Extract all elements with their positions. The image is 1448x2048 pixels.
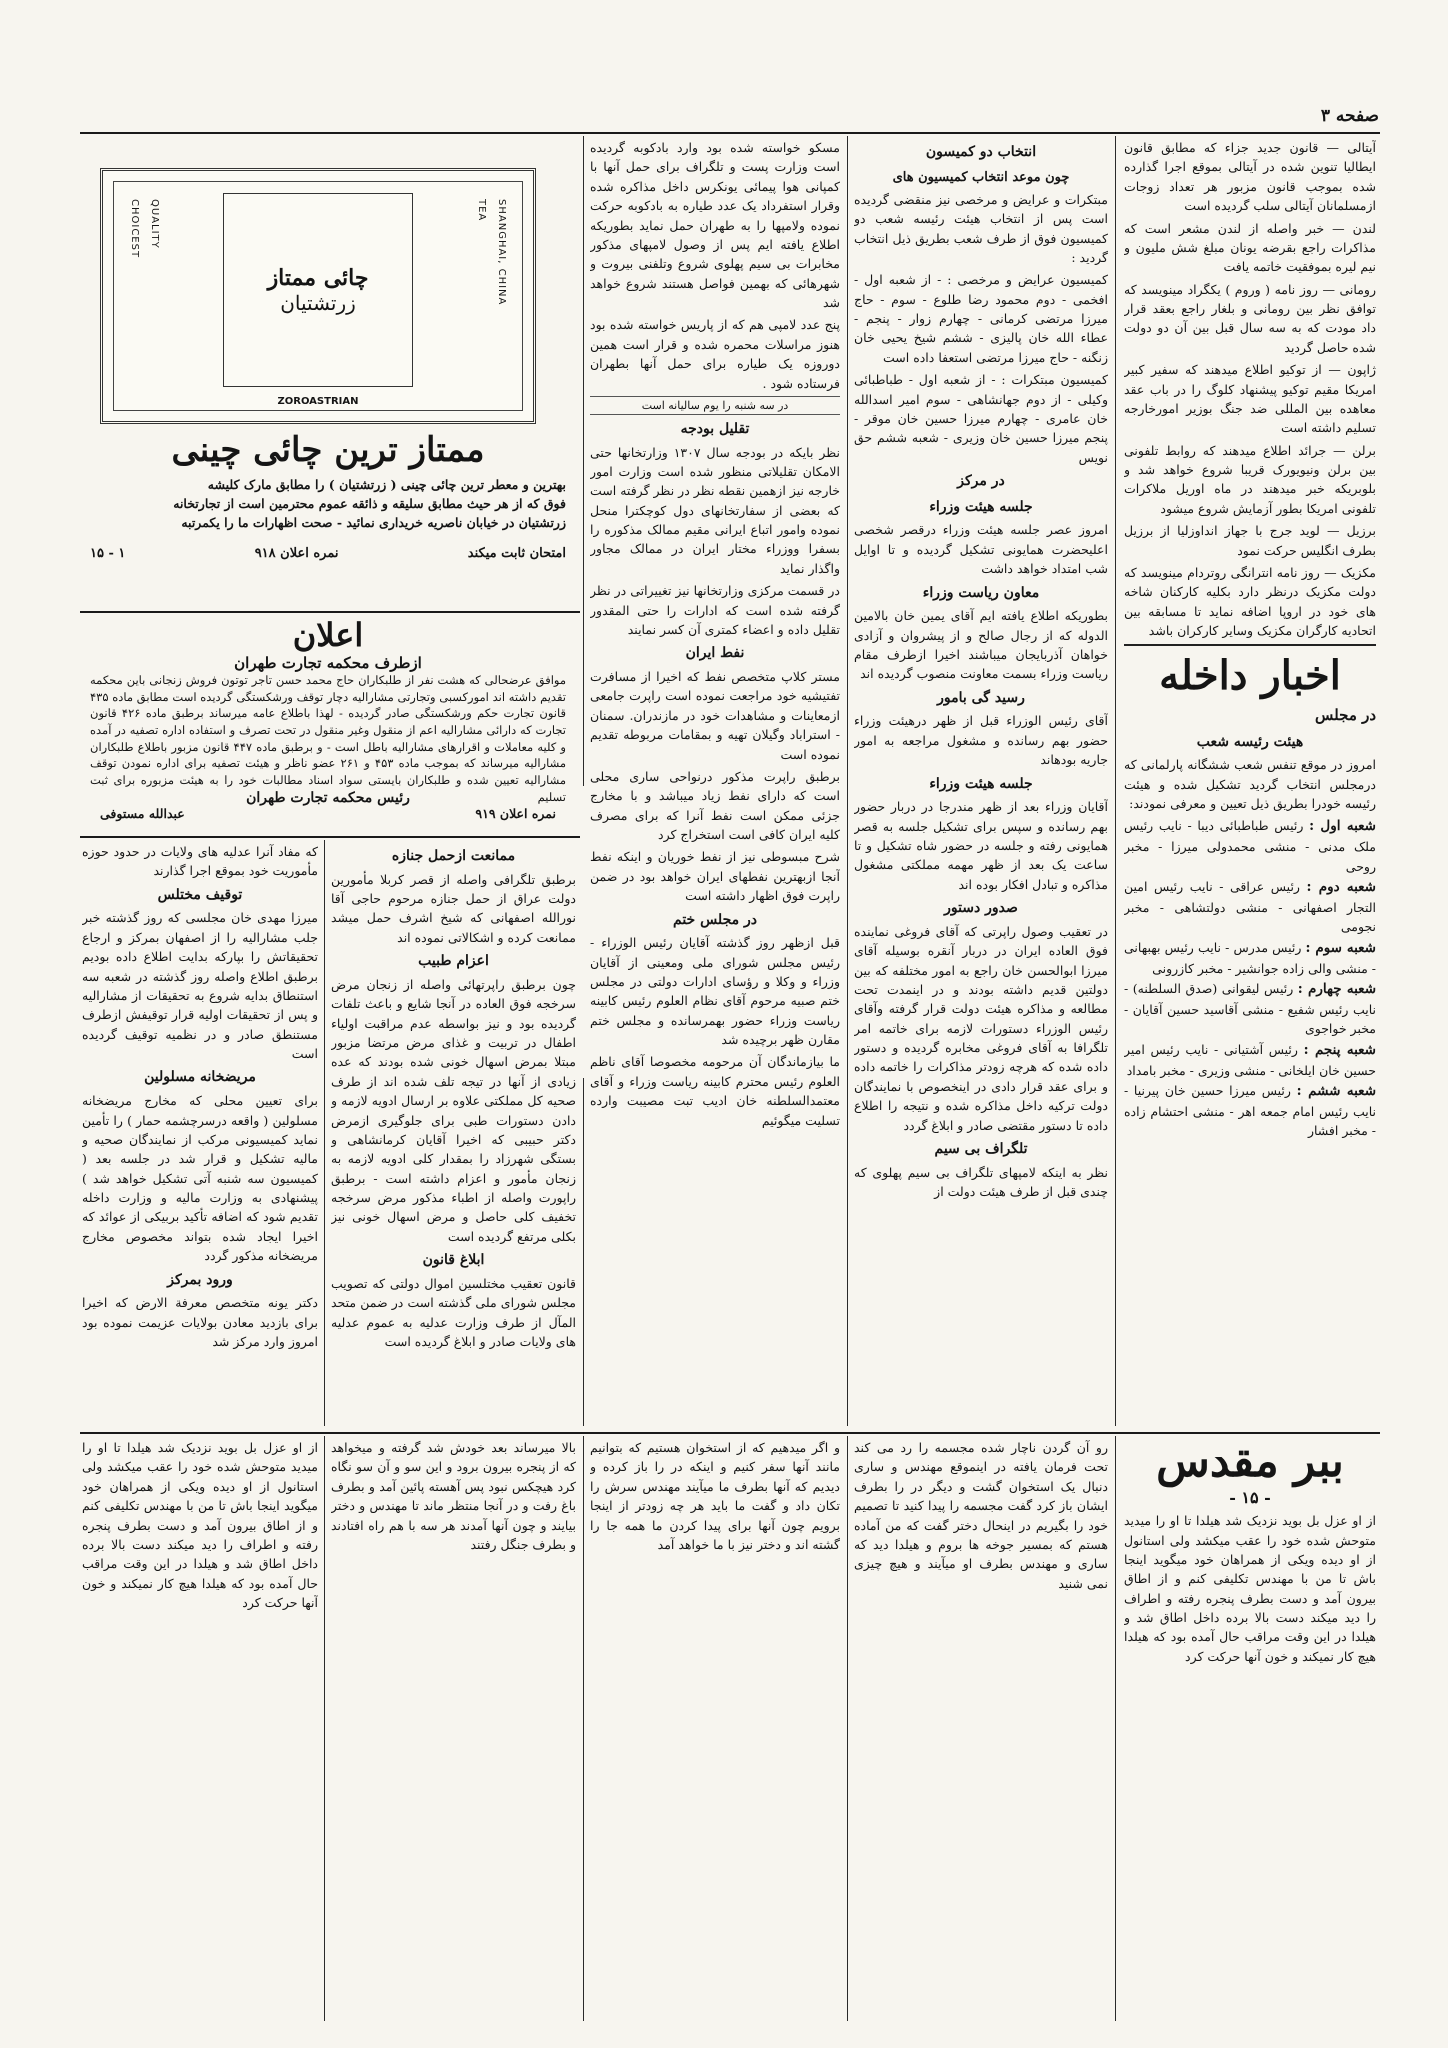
headline: توقیف مختلس <box>157 886 243 903</box>
column-divider <box>324 1436 326 2021</box>
news-brazil: برزیل — لوید جرج با جهاز انداوزلیا از برزیل بطرف انگلیس حرکت نمود <box>1124 523 1376 558</box>
section-name: شعبه دوم : <box>1306 879 1376 896</box>
column-divider <box>847 136 849 1426</box>
serial-column-4 <box>331 1438 576 2018</box>
paragraph: از او عزل بل بوید نزدیک شد هیلدا تا او را میدید متوحش شده خود را عقب میکشد ولی استانول از او دیده ویکی از همراهان خود میگوید اینجا باش تا من با مهندس تکلیفی کنم و از اطاق بیرون آمد و دست بطرف پنجره رفته و اطراف را دید میکند دست بالا برده داخل اطاق شد و هیلدا در این وقت مراقب حال آمده بود که هیلدا هیچ کار نمیکند و خون آنها حرکت کرد <box>82 1440 318 1610</box>
section-entry <box>1124 938 1376 978</box>
ad-title: ممتاز ترین چائی چینی <box>171 430 485 470</box>
tea-advertisement <box>80 138 576 608</box>
section-rule <box>1124 644 1376 646</box>
column-divider <box>1115 1436 1117 2021</box>
ad-footer <box>80 542 576 561</box>
news-italy: آیتالی — قانون جدید جزاء که مطابق قانون ایطالیا تنوین شده در آیتالی بموقع اجرا گذارده شده بموجب قانون مزبور هر تعداد زوجات ازمسلمانان آیتالی سلب گردیده است <box>1124 140 1376 214</box>
paragraph: بالا میرساند بعد خودش شد گرفته و میخواهد که از پنجره بیرون برود و این سو و آن سو نگاه کرد هیچکس نبود پس آهسته پائین آمد و بطرف باغ رفت و در آنجا منتظر ماند تا مهندس و دختر بیایند و چون آنها آمدند هر سه با هم راه افتادند و بطرف جنگل رفتند <box>331 1440 576 1552</box>
news-mexico: مکزیک — روز نامه انترانگی روتردام مینویسد که دولت مکزیک درنظر دارد بکلیه کارکنان شاخه های خود در اروپا اضافه نماید تا مسابقه بین اتحادیه کارگران مکزیک وسایر کارکران باشد <box>1124 564 1376 638</box>
paragraph: چون برطبق راپرتهائی واصله از زنجان مرض سرخجه فوق العاده در آنجا شایع و باعث تلفات گردیده بود و نیز بواسطه عدم مراقبت اولیاء اطفال در تربیت و غذای مرض مرتضا مزبور مبتلا بمرض اسهال خونی شده بودند که عده زیادی از آنها در تیجه تلف شده اند از طرف صحیه کل مملکتی علاوه بر ارسال ادویه لازمه و دادن دستورات طبی برای جلوگیری ازمرض دکتر حبیبی که اخیرا آقایان کرمانشاهی و بستگی شهرزاد را بمقدار کلی ادویه لازمه به زنجان مأمور و اعزام داشته است - برطبق راپورت واصله از اطباء مذکور مرض سرخجه تخفیف کلی حاصل و مرض اسهال خونی نیز بکلی مرتفع گردیده است <box>331 976 576 1244</box>
paragraph: نظر بایکه در بودجه سال ۱۳۰۷ وزارتخانها حتی الامکان تقلیلاتی منظور شده است وزارت امور خارجه نیز ازهمین نقطه نظر در نظر گرفته است که بعضی از سفارتخانهای دول کوچکترا منحل نموده وامور اتباع ایرانی مقیم ممالک مذکوره را بسفرا ووزراء مختار ایران در ممالک مجاور واگذار نماید <box>590 444 840 576</box>
paragraph: کمیسیون مبتکرات : - از شعبه اول - طباطبائی وکیلی - از دوم جهانشاهی - سوم امیر اسدالله خان عامری - چهارم میرزا حسین خان موقر - پنجم میرزا حسین خان وزیری - شعبه ششم حق نویس <box>854 372 1108 465</box>
headline: جلسه هیئت وزراء <box>929 498 1033 515</box>
paragraph: مبتکرات و عرایض و مرخصی نیز منقضی گردیده است پس از انتخاب هیئت رئیسه شعب دو کمیسیون فوق از طرف شعب بطریق ذیل انتخاب گردید : <box>854 191 1108 265</box>
notice-court: ازطرف محکمه تجارت طهران <box>234 654 422 672</box>
page-number: صفحه ۳ <box>1320 106 1379 126</box>
serial-column-5 <box>82 1438 318 2018</box>
notice-body: موافق عرضحالی که هشت نفر از طلبکاران حاج محمد حسن تاجر توتون فروش زنجانی باین محکمه تقدیم داشته اند امورکسبی وتجارتی مشارالیه دچار توقف ورشکستگی گردیده است مطابق ماده ۴۳۵ قانون تجارت حکم ورشکستگی صادر گردیده - لهذا باطلاع عامه میرساند برطبق ماده ۴۲۶ قانون تجارت که دارائی مشارالیه اعم از منقول وغیر منقول در تحت تصرف و استفاده اداره تصفیه در آمده و کلیه معاملات و اقرارهای مشارالیه باطل است - و برطبق ماده ۴۴۷ قانون مزبور باطلاع طلبکاران مشارالیه میرساند که بموجب ماده ۴۵۳ و ۲۶۱ عضو ناظر و هیئت تصفیه برای اداره نمودن توقف مشارالیه تعیین شده و طلبکاران بایستی سواد اسناد مطالبات خود را به هیئت مزبوره برای ثبت تسلیم <box>90 673 566 804</box>
label-text-left-1: CHOICEST <box>129 199 140 259</box>
notice-bottom-rule <box>80 836 580 838</box>
paragraph: مسکو خواسته شده بود وارد بادکوبه گردیده است وزارت پست و تلگراف برای حمل آنها با کمپانی هوا پیمائی یونکرس داخل مذاکره شده وقرار استفرداد یک عدد طیاره به بادکوبه حرکت نموده ولامپها را به طهران حمل نماید بطوریکه اطلاع یافته ایم پس از وصول لامپهای مذکور مخابرات بی سیم پهلوی شروع وتلفنی بیروت و شهرهائی که بهمین فواصل هستند شروع خواهد شد <box>590 140 840 310</box>
ad-footer-line: امتحان ثابت میکند <box>467 546 566 561</box>
headline: معاون ریاست وزراء <box>922 584 1040 601</box>
section-name: شعبه پنجم : <box>1303 1041 1376 1058</box>
paragraph: قانون تعقیب مختلسین اموال دولتی که تصویب مجلس شورای ملی گذشته است در ضمن متحد المآل از طرف وزارت عدلیه به عموم عدلیه های ولایات صادر و ابلاغ گردیده است <box>331 1275 576 1349</box>
section-entry <box>1124 1081 1376 1141</box>
section-name: شعبه چهارم : <box>1297 981 1376 998</box>
paragraph: برطبق تلگرافی واصله از قصر کربلا مأمورین دولت عراق از حمل جنازه مرحوم حاجی آقا نورالله اصفهانی که شیخ اشرف حمل میشد ممانعت کرده و اشکالاتی نموده اند <box>331 871 576 945</box>
paragraph: و اگر میدهیم که از استخوان هستیم که بتوانیم مانند آنها سفر کنیم و اینکه در را باز کرده و دیدیم که آنها بطرف ما میآیند مهندس سرش را تکان داد و گفت ما باید هر چه زودتر از اینجا برویم چون آنها برای پیدا کردن ما همه جا را گشته اند و دختر نیز با ما خواهد آمد <box>590 1440 840 1552</box>
ad-dates: ۱ - ۱۵ <box>90 546 126 561</box>
paragraph: ما بیازماندگان آن مرحومه مخصوصا آقای ناظم العلوم رئیس محترم کابینه ریاست وزراء و آقای معتمدالسلطنه خان ادیب تبت مصیبت وارده تسلیت میگوئیم <box>590 1054 840 1128</box>
paragraph: که مفاد آنرا عدلیه های ولایات در حدود حوزه مأموریت خود بموقع اجرا گذارند <box>82 844 318 879</box>
paragraph: دکتر یونه متخصص معرفة الارض که اخیرا برای بازدید معادن بولایات عزیمت نموده بود امروز وارد مرکز شد <box>82 1295 318 1349</box>
ad-body <box>80 476 576 532</box>
domestic-news-title: اخبار داخله <box>1159 652 1341 700</box>
section-name: شعبه اول : <box>1309 818 1376 835</box>
paragraph: برطبق راپرت مذکور درنواحی ساری محلی است که دارای نفط زیاد میباشد و با مخارج جزئی ممکن است نفط آنرا که برای مصرف کلیه ایران کافی است استخراج کرد <box>590 768 840 843</box>
serial-title: ببر مقدس <box>1156 1438 1344 1487</box>
serial-number: - ۱۵ - <box>1229 1488 1271 1508</box>
paragraph: قبل ازظهر روز گذشته آقایان رئیس الوزراء - رئیس مجلس شورای ملی ومعینی از آقایان وزراء و وکلا و رؤسای ادارات دولتی در مجلس ختم صبیه مرحوم آقای نظام العلوم رئیس کابینه ریاست وزراء حضور بهمرسانده و مجلس ختم مقارن ظهر برچیده شد <box>590 935 840 1048</box>
notice-signer: عبدالله مستوفی <box>100 806 185 821</box>
headline: ورود بمرکز <box>167 1271 233 1288</box>
notice-signature <box>80 790 576 821</box>
ad-line: بهترین و معطر ترین چائی چینی ( زرتشتیان ) را مطابق مارک کلیشه <box>207 477 566 492</box>
section-name: شعبه سوم : <box>1305 939 1376 956</box>
section-text: رئیس لیقوانی (صدق السلطنه) - نایب رئیس شفیع - منشی آقاسید حسین آقایان - مخبر خواجوی <box>1124 981 1376 1037</box>
column-divider <box>1115 136 1117 1426</box>
section-entry <box>1124 1040 1376 1080</box>
section-text: رئیس مدرس - نایب رئیس بهبهانی - منشی والی زاده جوانشیر - مخبر کازرونی <box>1124 939 1376 976</box>
paragraph: آقایان وزراء بعد از ظهر مندرجا در دربار حضور بهم رسانده و سپس برای تشکیل جلسه به قصر همایونی رفته و جلسه در حضور شاه تشکیل و تا ساعت یک بعد از ظهر مهمه مملکتی مشغول مذاکره و تبادل افکار بوده اند <box>854 799 1108 892</box>
news-berlin: برلن — جرائد اطلاع میدهند که روابط تلفونی بین برلن ونیویورک قریبا شروع خواهد شد و بلوبریکه خبر میدهند در ماه اوریل ملاکرات تلفونی امریکا بطور آزمایش شروع میشود <box>1124 442 1376 516</box>
column-divider <box>324 840 326 1426</box>
paragraph: در قسمت مرکزی وزارتخانها نیز تغییراتی در نظر گرفته شده است که ادارات را حتی المقدور تقلیل داده و اعضاء کمتری آن کسر نمایند <box>590 583 840 637</box>
notice-sign-row <box>80 806 576 821</box>
section-text: رئیس آشتیانی - نایب رئیس امیر حسین خان ایلخانی - منشی وزیری - مخبر بامداد <box>1124 1041 1376 1078</box>
label-text-left-2: QUALITY <box>149 199 160 249</box>
ad-bottom-rule <box>80 611 580 613</box>
paragraph: برای تعیین محلی که مخارج مریضخانه مسلولین ( واقعه درسرچشمه حمار ) را تأمین نماید کمیسیونی مرکب از نمایندگان صحیه و مالیه تشکیل و قرار شد در جلسه بعد ( کمیسیون سه شنبه آتی تشکیل خواهد شد ) پیشنهادی به وزارت مالیه و وزارت داخله تقدیم شود که اضافه تأکید بربیکی از عوائد که اخیرا ایجاد شده بتواند مخصوص مخارج مریضخانه مذکور گردد <box>82 1093 318 1264</box>
paragraph: مستر کلاپ متخصص نفط که اخیرا از مسافرت تفتیشیه خود مراجعت نموده است راپرت جامعی ازمعاینات و مشاهدات خود در مازندران. سمنان - استراباد وگیلان تهیه و بمقامات مربوطه تقدیم نموده است <box>590 669 840 762</box>
column-arrest <box>82 842 318 1426</box>
paragraph: آقای رئیس الوزراء قبل از ظهر درهیئت وزراء حضور بهم رسانده و مشغول مراجعه به امور جاریه بودهاند <box>854 713 1108 768</box>
news-romania: رومانی — روز نامه ( وروم ) یکگراد مینویسد که توافق نظر بین رومانی و بلغار راجع بعقد قرار داد مودت که به سه سال قبل بین آن دو دولت شده حاصل گردید <box>1124 281 1376 355</box>
label-brand: ZOROASTRIAN <box>277 396 359 407</box>
paragraph: امروز عصر جلسه هیئت وزراء درقصر شخصی اعلیحضرت همایونی تشکیل گردیده و تا اوایل شب امتداد خواهد داشت <box>854 522 1108 577</box>
serial-column-2 <box>854 1438 1108 2018</box>
ad-line: فوق که از هر حیث مطابق سلیقه و ذائقه عموم محترمین است از تجارتخانه <box>173 495 566 511</box>
section-text: رئیس میرزا حسین خان پیرنیا - نایب رئیس امام جمعه اهر - منشی احتشام زاده - مخبر افشار <box>1124 1083 1376 1139</box>
board-text: امروز در موقع تنفس شعب ششگانه پارلمانی که درمجلس انتخاب گردید تشکیل شده و هیئت رئیسه خودرا بطریق ذیل تعیین و معرفی نمودند: <box>1124 757 1376 812</box>
serial-column-3 <box>590 1438 840 2018</box>
section-entry <box>1124 816 1376 876</box>
column-government <box>590 138 840 1426</box>
majlis-heading: در مجلس <box>1315 706 1376 725</box>
section-text: رئیس طباطبائی دیبا - نایب رئیس ملک مدنی - منشی محمدولی میرزا - مخبر روحی <box>1124 818 1376 874</box>
paragraph: نظر به اینکه لامپهای تلگراف بی سیم پهلوی که چندی قبل از طرف هیئت دولت از <box>854 1164 1108 1200</box>
headline: تقلیل بودجه <box>680 420 750 437</box>
headline: مریضخانه مسلولین <box>144 1069 256 1086</box>
board-heading: هیئت رئیسه شعب <box>1196 733 1304 750</box>
headline: ابلاغ قانون <box>422 1252 485 1269</box>
headline: رسید گی بامور <box>937 689 1025 706</box>
label-text-right-1: SHANGHAI, CHINA <box>496 199 507 306</box>
notice-title: اعلان <box>292 616 364 654</box>
column-divider <box>847 1436 849 2021</box>
paragraph: پنج عدد لامپی هم که از پاریس خواسته شده بود هنوز مراسلات محمره شده و قرار است همین دوروزه یک طیاره برای حمل آنها بطهران فرستاده شود . <box>590 317 840 391</box>
notice-sign: رئیس محکمه تجارت طهران <box>246 790 410 806</box>
column-funeral <box>331 842 576 1426</box>
paragraph: شرح مبسوطی نیز از نفط خوریان و اینکه نفط آنجا ازبهترین نفطهای ایران خواهد بود در ضمن راپرت فوق اظهار داشته است <box>590 849 840 904</box>
section-text: رئیس عراقی - نایب رئیس امین التجار اصفهانی - منشی دولتشاهی - مخبر نجومی <box>1124 879 1376 935</box>
column-domestic <box>854 138 1108 1426</box>
header-rule <box>80 132 1380 134</box>
column-divider <box>583 1078 585 1426</box>
label-persian-1: چائی ممتاز <box>267 265 369 291</box>
paragraph: رو آن گردن ناچار شده مجسمه را رد می کند تحت فرمان یافته در اینموقع مهندس و ساری دنبال یک استخوان گشت و دیگر در را بطرف ایشان باز کرد گفت مجسمه را پیدا کنید تا تصمیم خود را بگیریم در اینحال دختر گفت که من آماده هستم که بمسیر جوخه ها بروم و هیلدا دید که ساری و مهندس بطرف او میآیند و هیچ چیزی نمی شنید <box>854 1440 1108 1591</box>
label-center <box>223 193 413 387</box>
tea-label-image <box>100 168 536 424</box>
news-london: لندن — خبر واصله از لندن مشعر است که مذاکرات راجع بقرضه یونان مبلغ شش ملیون و نیم لیره بموفقیت خاتمه یافت <box>1124 220 1376 275</box>
paragraph: از او عزل بل بوید نزدیک شد هیلدا تا او را میدید متوحش شده خود را عقب میکشد ولی استانول از او دیده ویکی از همراهان خود میگوید اینجا باش تا من با مهندس تکلیفی کنم و از اطاق بیرون آمد و دست بطرف پنجره رفته و اطراف را دید میکند دست بالا برده داخل اطاق شد و هیلدا در این وقت مراقب حال آمده بود که هیلدا هیچ کار نمیکند و خون آنها حرکت کرد <box>1124 1513 1376 1664</box>
subheadline: چون موعد انتخاب کمیسیون های <box>892 169 1070 185</box>
news-japan: ژاپون — از توکیو اطلاع میدهند که سفیر کبیر امریکا مقیم توکیو پیشنهاد کلوگ را در باب عقد معاهده بین المللی ضد جنگ بوزیر امورخارجه تسلیم داشته است <box>1124 362 1376 436</box>
headline: نفط ایران <box>685 645 745 662</box>
ad-line: زرتشتیان در خیابان ناصریه خریداری نمائید - صحت اظهارات ما را یکمرتبه <box>181 514 566 530</box>
headline: صدور دستور <box>944 900 1018 917</box>
label-persian-2: زرتشتیان <box>280 291 356 315</box>
headline: انتخاب دو کمیسون <box>925 144 1037 160</box>
paragraph: بطوریکه اطلاع یافته ایم آقای یمین خان بالامین الدوله که از رجال صالح و از پیشروان و آزادی خواهان آذربایجان میباشند اخیرا ازطرف مقام ریاست وزراء بسمت معاونت منصوب گردیده اند <box>854 608 1108 682</box>
paragraph: در تعقیب وصول راپرتی که آقای فروغی نماینده فوق العاده ایران در دربار آنقره بوسیله آقای میرزا ابوالحسن خان راجع به امور مختلفه که بین دولتین قدیم داشته بودند و در اینمدت تحت مطالعه و مذاکره هیئت دولت قرار گرفته وآقای رئیس الوزراء دستورات لازمه برای خاتمه امر تلگرافا به آقای فروغی مخابره گردیده و دستور داده شده که هرچه زودتر مذاکرات را خاتمه داده و برای عقد قرار دادی در اینخصوص با نمایندگان دولت ترکیه داخل مذاکره شده و نتیجه را اطلاع داده تا دستور مقتضی صادر و ابلاغ گردد <box>854 923 1108 1133</box>
column-divider <box>583 1436 585 2021</box>
column-foreign-news <box>1124 138 1376 1426</box>
section-name: شعبه ششم : <box>1296 1083 1376 1100</box>
notice-number: نمره اعلان ۹۱۹ <box>475 806 556 821</box>
headline: ممانعت ازحمل جنازه <box>391 848 516 864</box>
headline: اعزام طبیب <box>418 953 489 970</box>
column-divider <box>583 136 585 786</box>
serial-rule <box>80 1432 1380 1434</box>
serial-column-1 <box>1124 1438 1376 2018</box>
paragraph: کمیسیون عرایض و مرخصی : - از شعبه اول - افخمی - دوم محمود رضا طلوع - سوم - حاج میرزا مرتضی کرمانی - چهارم زوار - پنجم - عطاء الله خان پالیزی - ششم شیخ یحیی خان زنگنه - حاج میرزا مرتضی استعفا داده است <box>854 272 1108 365</box>
headline: جلسه هیئت وزراء <box>929 775 1033 792</box>
paragraph: میرزا مهدی خان مجلسی که روز گذشته خبر جلب مشارالیه را از اصفهان بمرکز و ارجاع تحقیقاتش را بپارکه بدایت اطلاع داده بودیم برطبق اطلاع واصله روز گذشته در شعبه سه استنطاق بدایه شروع به تحقیقات از مشارالیه و پس از تحقیقات اولیه قرار توقیفش ازطرف مستنطق صادر و در نظمیه توقیف گردیده است <box>82 910 318 1062</box>
section-entry <box>1124 979 1376 1039</box>
headline: در مجلس ختم <box>673 911 757 928</box>
headline: تلگراف بی سیم <box>934 1140 1028 1157</box>
section-entry <box>1124 877 1376 937</box>
ad-notice-number: نمره اعلان ۹۱۸ <box>254 546 339 561</box>
label-text-right-2: TEA <box>476 199 487 222</box>
headline: در مرکز <box>957 473 1005 490</box>
small-note: در سه شنبه را یوم سالیانه است <box>590 396 840 415</box>
